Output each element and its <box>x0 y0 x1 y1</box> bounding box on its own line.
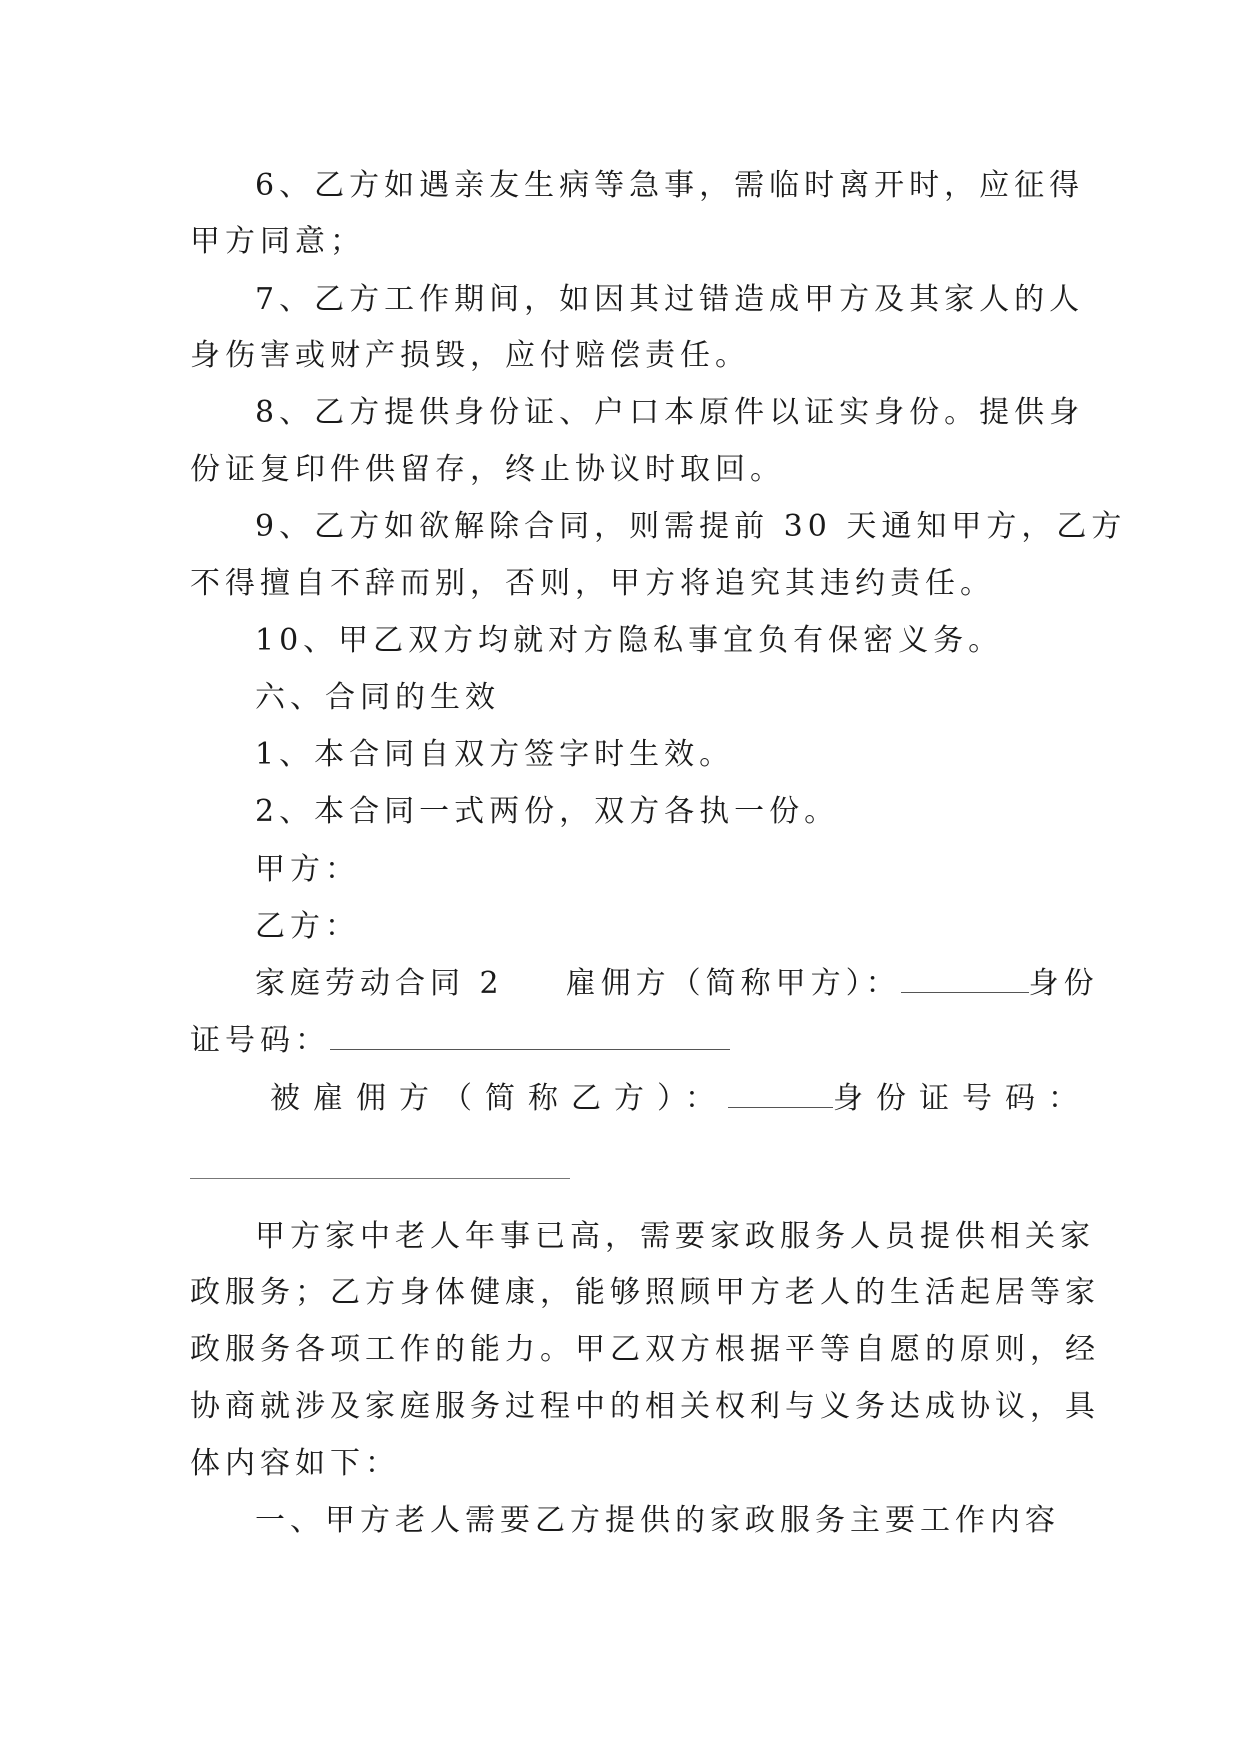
contract-title: 家庭劳动合同 2 <box>255 966 504 1001</box>
employee-name-blank <box>728 1079 833 1108</box>
clause-8-line-1: 8、乙方提供身份证、户口本原件以证实身份。提供身 <box>255 395 1085 430</box>
clause-10: 10、甲乙双方均就对方隐私事宜负有保密义务。 <box>255 623 1004 658</box>
section-6-item-2: 2、本合同一式两份，双方各执一份。 <box>255 794 840 829</box>
employee-label: 被雇佣方（简称乙方）： <box>270 1081 728 1116</box>
clause-6-line-1: 6、乙方如遇亲友生病等急事，需临时离开时，应征得 <box>255 168 1085 203</box>
party-b-signature: 乙方： <box>255 909 360 944</box>
employer-name-blank <box>901 964 1029 993</box>
intro-line-3: 政服务各项工作的能力。甲乙双方根据平等自愿的原则，经 <box>190 1332 1100 1367</box>
clause-9-line-2: 不得擅自不辞而别，否则，甲方将追究其违约责任。 <box>190 566 995 601</box>
intro-line-1: 甲方家中老人年事已高，需要家政服务人员提供相关家 <box>255 1219 1095 1254</box>
clause-9-line-1: 9、乙方如欲解除合同，则需提前 30 天通知甲方，乙方 <box>255 509 1127 544</box>
employer-label: 雇佣方（简称甲方）： <box>565 966 901 1001</box>
clause-7-line-2: 身伤害或财产损毁，应付赔偿责任。 <box>190 338 750 373</box>
section-6-item-1: 1、本合同自双方签字时生效。 <box>255 737 735 772</box>
employer-id-blank <box>330 1021 730 1050</box>
employer-id-label: 身份 <box>1028 966 1099 1001</box>
id-number-label: 证号码： <box>190 1023 330 1058</box>
intro-line-4: 协商就涉及家庭服务过程中的相关权利与义务达成协议，具 <box>190 1389 1100 1424</box>
employee-id-label: 身份证号码： <box>833 1081 1091 1116</box>
clause-7-line-1: 7、乙方工作期间，如因其过错造成甲方及其家人的人 <box>255 282 1085 317</box>
employee-id-blank <box>190 1178 570 1179</box>
clause-6-line-2: 甲方同意； <box>190 224 365 259</box>
intro-line-2: 政服务；乙方身体健康，能够照顾甲方老人的生活起居等家 <box>190 1275 1100 1310</box>
intro-line-5: 体内容如下： <box>190 1446 400 1481</box>
employer-id-line <box>190 1021 1050 1061</box>
party-a-signature: 甲方： <box>255 852 360 887</box>
section-6-heading: 六、合同的生效 <box>255 680 500 715</box>
employer-line <box>255 964 1115 1004</box>
section-1-heading: 一、甲方老人需要乙方提供的家政服务主要工作内容 <box>255 1503 1060 1538</box>
employee-line <box>270 1079 1091 1119</box>
clause-8-line-2: 份证复印件供留存，终止协议时取回。 <box>190 452 785 487</box>
